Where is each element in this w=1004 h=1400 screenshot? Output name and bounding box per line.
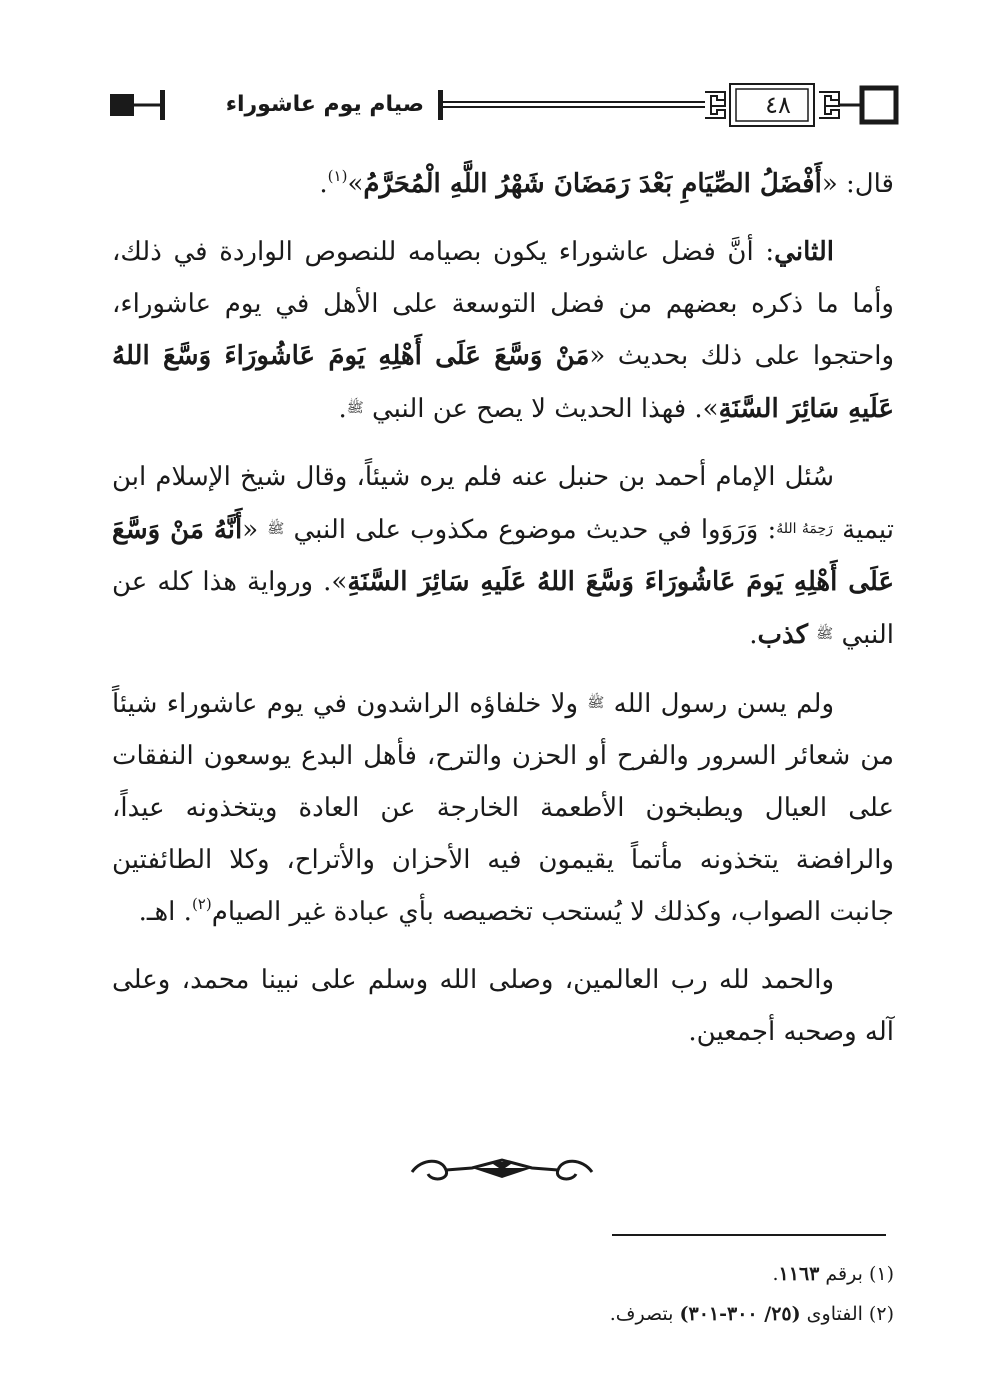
footnotes [112,1254,894,1334]
footnote-ref-2: (٢) [191,895,212,913]
emphasis-word: كذب [757,620,809,650]
footnote-1 [112,1254,894,1294]
salutation-glyph: ﷺ [267,521,285,537]
text-run: . [772,1263,779,1285]
text-run: (٢) الفتاوى [800,1303,894,1325]
text-run: ». ورواية هذا كله عن النبي [112,567,894,650]
page-number: ٤٨ [765,91,791,119]
text-run: . [338,394,347,424]
main-text [112,158,894,1074]
footnote-2 [112,1294,894,1334]
header-square-right [862,88,896,122]
footnote-reference: (٢٥/ ٣٠٠-٣٠١) [679,1303,801,1325]
text-run: سُئل الإمام أحمد بن حنبل عنه فلم يره شيئاً، وقال شيخ الإسلام ابن تيمية [112,462,895,545]
text-run: ولم يسن رسول الله [604,689,834,719]
hadith-quote: أَنَّهُ مَنْ وَسَّعَ عَلَى أَهْلِهِ يَومَ عَاشُورَاءَ وَسَّعَ اللهُ عَلَيهِ سَائِرَ السَّنَةِ [112,515,894,597]
text-run: : أنَّ فضل عاشوراء يكون بصيامه للنصوص الواردة في ذلك، وأما ما ذكره بعضهم من فضل التوسعة على الأهل في يوم عاشوراء، واحتجوا على ذلك بحديث « [112,237,894,371]
ornament-key-right-top [819,92,839,106]
running-header [110,80,900,130]
text-run: . [319,169,328,199]
footnote-ref-1: (١) [327,167,348,185]
text-run: قال: « [821,169,894,199]
text-run: ولا خلفاؤه الراشدون في يوم عاشوراء شيئاً من شعائر السرور والفرح أو الحزن والترح، فأهل البدع يوسعون النفقات على العيال ويطبخون الأطعمة الخارجة عن العادة ويتخذونه عيداً، والرافضة يتخذونه مأتماً يقيمون فيه الأحزان والأتراح، وكلا الطائفتين جانبت الصواب، وكذلك لا يُستحب تخصيصه بأي عبادة غير الصيام [112,689,894,927]
salutation-glyph: ﷺ [346,400,364,416]
rahimahullah-glyph: رَحِمَهُ اللهُ [776,521,833,537]
footnote-number: ١١٦٣ [778,1263,820,1285]
paragraph-closing: والحمد لله رب العالمين، وصلى الله وسلم على نبينا محمد، وعلى آله وصحبه أجمعين. [112,965,894,1047]
text-run: « [242,515,268,545]
ornament-key-left-top [705,92,725,106]
paragraph-hadith-muharram [112,158,894,210]
paragraph-second-point [112,226,894,435]
header-title: صيام يوم عاشوراء [218,88,432,122]
text-run: : وَرَوَوا في حديث موضوع مكذوب على النبي [284,515,777,545]
salutation-glyph: ﷺ [587,695,605,711]
salutation-glyph: ﷺ [816,626,834,642]
paragraph-no-rituals [112,677,894,938]
text-run: . اهـ. [138,897,192,927]
text-run: . [749,620,758,650]
paragraph-ahmad-ibn-taymiyya [112,451,894,661]
lead-word: الثاني [774,237,834,267]
text-run: » [347,169,364,199]
hadith-quote: مَنْ وَسَّعَ عَلَى أَهْلِهِ يَومَ عَاشُورَاءَ وَسَّعَ اللهُ عَلَيهِ سَائِرَ السَّنَةِ [112,341,894,424]
ornament-divider [402,1148,602,1188]
hadith-quote: أَفْضَلُ الصِّيَامِ بَعْدَ رَمَضَانَ شَهْرُ اللَّهِ الْمُحَرَّمُ [363,169,822,199]
text-run: (١) برقم [819,1263,894,1285]
text-run: ». فهذا الحديث لا يصح عن النبي [363,394,719,424]
header-square-left [110,94,134,116]
text-run: بتصرف. [609,1303,680,1325]
footnote-separator [612,1234,886,1236]
